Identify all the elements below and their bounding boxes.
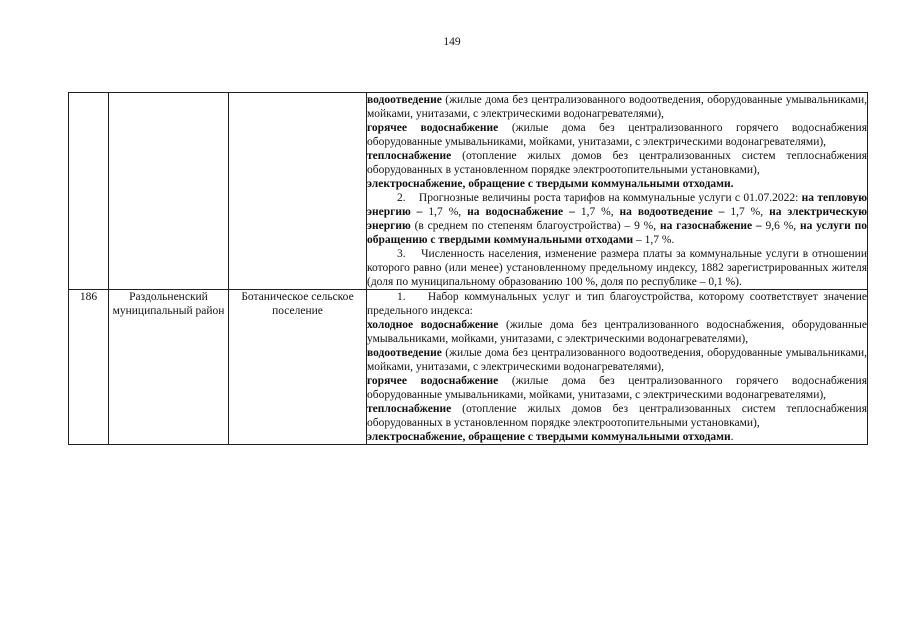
- description-paragraph: [367, 430, 867, 444]
- text-run: – 1,7 %.: [633, 234, 675, 246]
- description-paragraph: [367, 346, 867, 374]
- text-run: 1. Набор коммунальных услуг и тип благоустройства, которому соответствует значение предельного индекса:: [367, 291, 867, 317]
- bold-text: на водоснабжение –: [467, 206, 581, 218]
- text-run: 2. Прогнозные величины роста тарифов на коммунальные услуги с 01.07.2022:: [397, 192, 802, 204]
- description-paragraph: [367, 191, 867, 247]
- bold-text: на тепловую энергию –: [367, 192, 867, 218]
- page-number: 149: [443, 36, 461, 48]
- text-run: (жилые дома без централизованного водоотведения, оборудованные умывальниками, мойками, унитазами, с электрическими водонагревателями),: [367, 94, 867, 120]
- description-paragraph: [367, 121, 867, 149]
- text-run: (отопление жилых домов без централизованных систем теплоснабжения оборудованных в установленном порядке электроотопительными установками),: [367, 150, 867, 176]
- bold-text: на электрическую энергию: [367, 206, 867, 232]
- bold-text: водоотведение: [367, 347, 442, 359]
- bold-text: на услуги по обращению с твердыми коммунальными отходами: [367, 220, 867, 246]
- bold-text: электроснабжение, обращение с твердыми коммунальными отходами: [367, 431, 731, 443]
- text-run: (жилые дома без централизованного водоснабжения, оборудованные умывальниками, мойками, унитазами, с электрическими водонагревателями),: [367, 319, 867, 345]
- text-run: (в среднем по степеням благоустройства) – 9 %,: [410, 220, 660, 232]
- table-row: [69, 290, 868, 445]
- description-cell: [367, 290, 868, 445]
- bold-text: на водоотведение –: [619, 206, 731, 218]
- text-run: 1,7 %,: [580, 206, 620, 218]
- district-cell: [109, 93, 229, 290]
- text-run: 3. Численность населения, изменение размера платы за коммунальные услуги в отношении которого равно (или менее) установленному предельному индексу, 1882 зарегистрированных жителя (доля по муниципальному образованию 100 %, доля по республике – 0,1 %).: [367, 248, 867, 288]
- description-cell: [367, 93, 868, 290]
- settlement-cell: [229, 93, 367, 290]
- description-paragraph: [367, 290, 867, 318]
- bold-text: электроснабжение, обращение с твердыми коммунальными отходами.: [367, 178, 734, 190]
- text-run: (жилые дома без централизованного горячего водоснабжения оборудованные умывальниками, мойками, унитазами, с электрическими водонагревателями),: [367, 122, 867, 148]
- table-row: [69, 93, 868, 290]
- description-paragraph: [367, 402, 867, 430]
- row-number-cell: 186: [69, 290, 109, 445]
- description-paragraph: [367, 374, 867, 402]
- text-run: 1,7 %,: [428, 206, 468, 218]
- district-cell: Раздольненский муниципальный район: [109, 290, 229, 445]
- text-run: 9,6 %,: [765, 220, 800, 232]
- bold-text: теплоснабжение: [367, 403, 452, 415]
- description-paragraph: [367, 318, 867, 346]
- bold-text: горячее водоснабжение: [367, 375, 499, 387]
- description-paragraph: [367, 93, 867, 121]
- row-number-cell: [69, 93, 109, 290]
- settlement-cell: Ботаническое сельское поселение: [229, 290, 367, 445]
- description-paragraph: [367, 149, 867, 177]
- text-run: (жилые дома без централизованного водоотведения, оборудованные умывальниками, мойками, унитазами, с электрическими водонагревателями),: [367, 347, 867, 373]
- bold-text: водоотведение: [367, 94, 442, 106]
- text-run: .: [730, 431, 734, 443]
- text-run: (отопление жилых домов без централизованных систем теплоснабжения оборудованных в установленном порядке электроотопительными установками),: [367, 403, 867, 429]
- tariff-table: [68, 92, 868, 445]
- text-run: 1,7 %,: [730, 206, 770, 218]
- description-paragraph: [367, 177, 867, 191]
- bold-text: на газоснабжение –: [659, 220, 766, 232]
- bold-text: теплоснабжение: [367, 150, 452, 162]
- bold-text: горячее водоснабжение: [367, 122, 499, 134]
- bold-text: холодное водоснабжение: [367, 319, 499, 331]
- text-run: (жилые дома без централизованного горячего водоснабжения оборудованные умывальниками, мойками, унитазами, с электрическими водонагревателями),: [367, 375, 867, 401]
- description-paragraph: [367, 247, 867, 289]
